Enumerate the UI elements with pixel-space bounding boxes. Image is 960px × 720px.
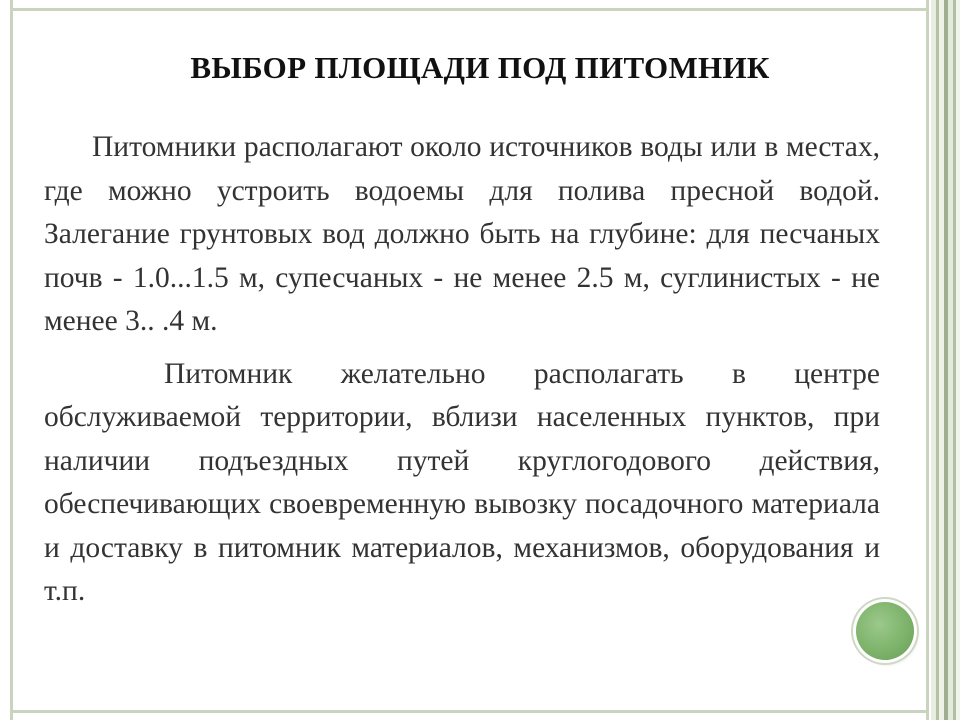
- frame-right-border: [926, 0, 929, 720]
- decorative-stripes: [931, 0, 960, 720]
- paragraph-1: Питомники располагают около источников воды или в местах, где можно устроить водоемы для полива пресной водой. Залегание грунтовых вод должно быть на глубине: для песчаных почв - 1.0...1.5 м, супесчаных - не менее 2.5 м, суглинистых - не менее 3.. .4 м.: [44, 131, 880, 337]
- decorative-circle: [856, 602, 914, 660]
- paragraph-2: Питомник желательно располагать в центре обслуживаемой территории, вблизи населенных пунктов, при наличии подъездных путей круглогодового действия, обеспечивающих своевременную вывозку посадочного материала и доставку в питомник материалов, механизмов, оборудования и т.п.: [44, 357, 880, 607]
- slide-body: [44, 126, 880, 614]
- frame-bottom-border: [10, 710, 928, 713]
- frame-top-border: [10, 8, 928, 11]
- slide-title: ВЫБОР ПЛОЩАДИ ПОД ПИТОМНИК: [190, 50, 770, 85]
- frame-left-border: [10, 0, 13, 720]
